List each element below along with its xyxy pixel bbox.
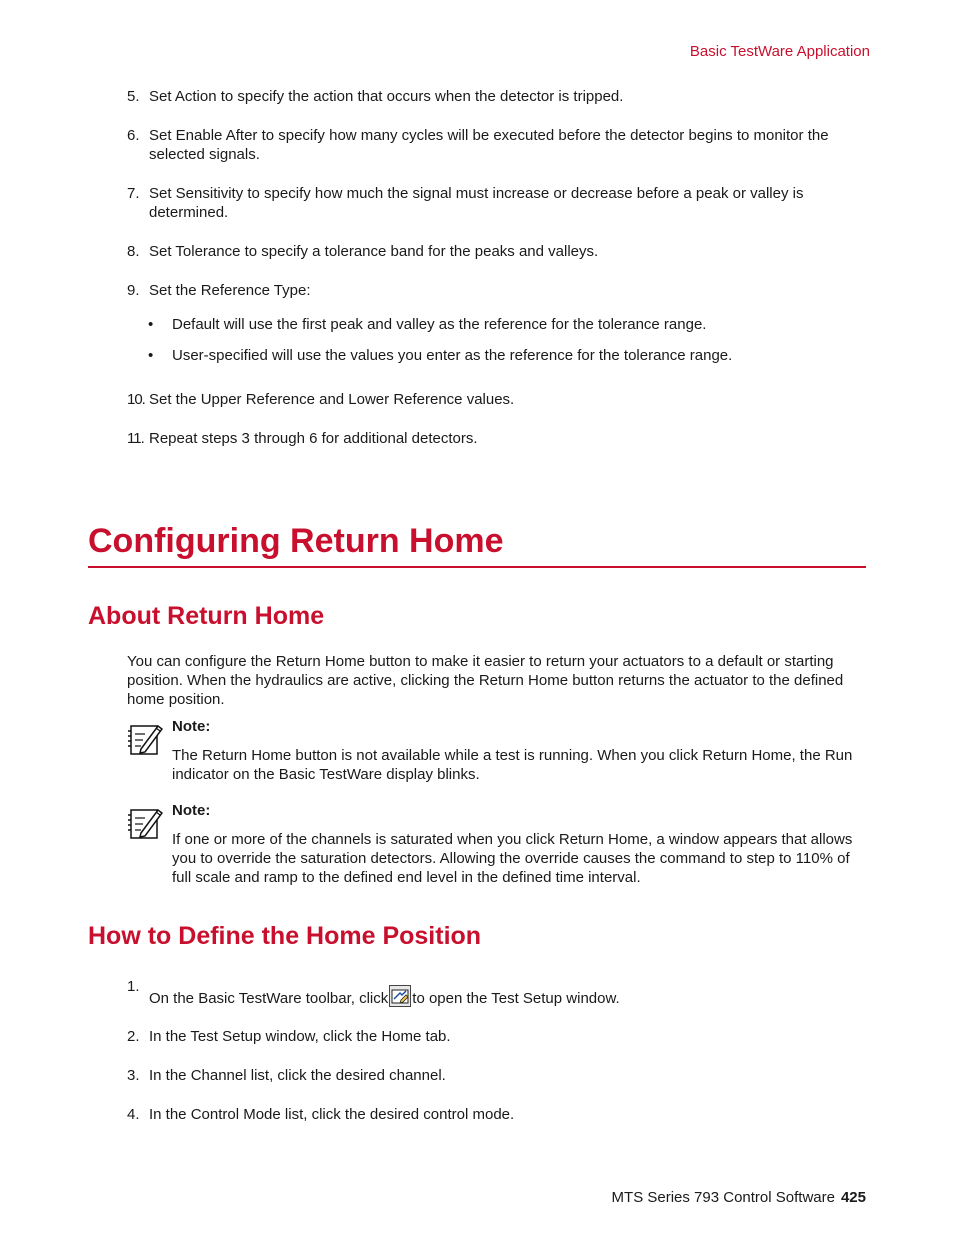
list-item xyxy=(127,184,867,222)
running-header: Basic TestWare Application xyxy=(689,43,870,60)
step-number: 9. xyxy=(127,282,140,299)
footer-product: MTS Series 793 Control Software xyxy=(611,1189,835,1206)
step-number: 10. xyxy=(127,391,145,408)
list-item xyxy=(127,1105,867,1124)
step-text: Set the Upper Reference and Lower Reference values. xyxy=(149,391,515,408)
note-title: Note: xyxy=(172,718,211,735)
step-number: 5. xyxy=(127,88,140,105)
page-title: Configuring Return Home xyxy=(88,522,504,560)
step-text-before: On the Basic TestWare toolbar, click xyxy=(149,990,389,1007)
bullet-symbol: • xyxy=(148,347,154,364)
step-text: In the Test Setup window, click the Home tab. xyxy=(149,1028,451,1045)
step-text-after: to open the Test Setup window. xyxy=(412,990,620,1007)
note-title: Note: xyxy=(172,802,211,819)
list-item xyxy=(127,429,867,448)
step-number: 6. xyxy=(127,127,140,144)
step-text: Set Enable After to specify how many cycles will be executed before the detector begins to monitor the selected signals. xyxy=(149,127,829,163)
note-pencil-icon xyxy=(127,804,163,840)
list-item xyxy=(127,1066,867,1085)
list-item xyxy=(127,1027,867,1046)
step-text: Set Sensitivity to specify how much the signal must increase or decrease before a peak or valley is determined. xyxy=(149,185,804,221)
list-item xyxy=(127,390,867,409)
bullet-symbol: • xyxy=(148,316,154,333)
step-text: Set the Reference Type: xyxy=(149,282,311,299)
bullet-text: User-specified will use the values you enter as the reference for the tolerance range. xyxy=(172,347,733,364)
list-item xyxy=(127,87,867,106)
note-body: If one or more of the channels is saturated when you click Return Home, a window appears that allows you to override the saturation detectors. Allowing the override causes the command to step to 110% of full scale and ramp to the defined end level in the defined time interval. xyxy=(172,831,853,886)
page-footer xyxy=(612,1189,866,1206)
section-heading-define: How to Define the Home Position xyxy=(88,922,482,950)
step-text: Set Tolerance to specify a tolerance band for the peaks and valleys. xyxy=(149,243,599,260)
step-text: Repeat steps 3 through 6 for additional detectors. xyxy=(149,430,478,447)
heading-rule xyxy=(88,566,866,568)
page-number: 425 xyxy=(840,1189,866,1206)
step-number: 2. xyxy=(127,1028,140,1045)
step-text xyxy=(149,977,867,1008)
step-text: In the Control Mode list, click the desired control mode. xyxy=(149,1106,515,1123)
about-paragraph: You can configure the Return Home button to make it easier to return your actuators to a default or starting position. When the hydraulics are active, clicking the Return Home button returns the actuator to the defined home position. xyxy=(127,653,844,708)
note-body: The Return Home button is not available while a test is running. When you click Return Home, the Run indicator on the Basic TestWare display blinks. xyxy=(172,747,853,783)
bullet-item xyxy=(148,315,868,334)
test-setup-icon[interactable] xyxy=(389,985,411,1007)
step-number: 7. xyxy=(127,185,140,202)
step-number: 4. xyxy=(127,1106,140,1123)
step-text: Set Action to specify the action that occurs when the detector is tripped. xyxy=(149,88,624,105)
section-heading-about: About Return Home xyxy=(88,602,325,630)
step-number: 11. xyxy=(127,430,144,447)
note-pencil-icon xyxy=(127,720,163,756)
step-number: 8. xyxy=(127,243,140,260)
step-number: 1. xyxy=(127,978,140,995)
list-item xyxy=(127,126,867,164)
bullet-item xyxy=(148,346,868,365)
bullet-text: Default will use the first peak and valley as the reference for the tolerance range. xyxy=(172,316,707,333)
list-item xyxy=(127,242,867,261)
list-item xyxy=(127,281,867,300)
step-text: In the Channel list, click the desired channel. xyxy=(149,1067,446,1084)
step-number: 3. xyxy=(127,1067,140,1084)
list-item xyxy=(127,977,867,1008)
